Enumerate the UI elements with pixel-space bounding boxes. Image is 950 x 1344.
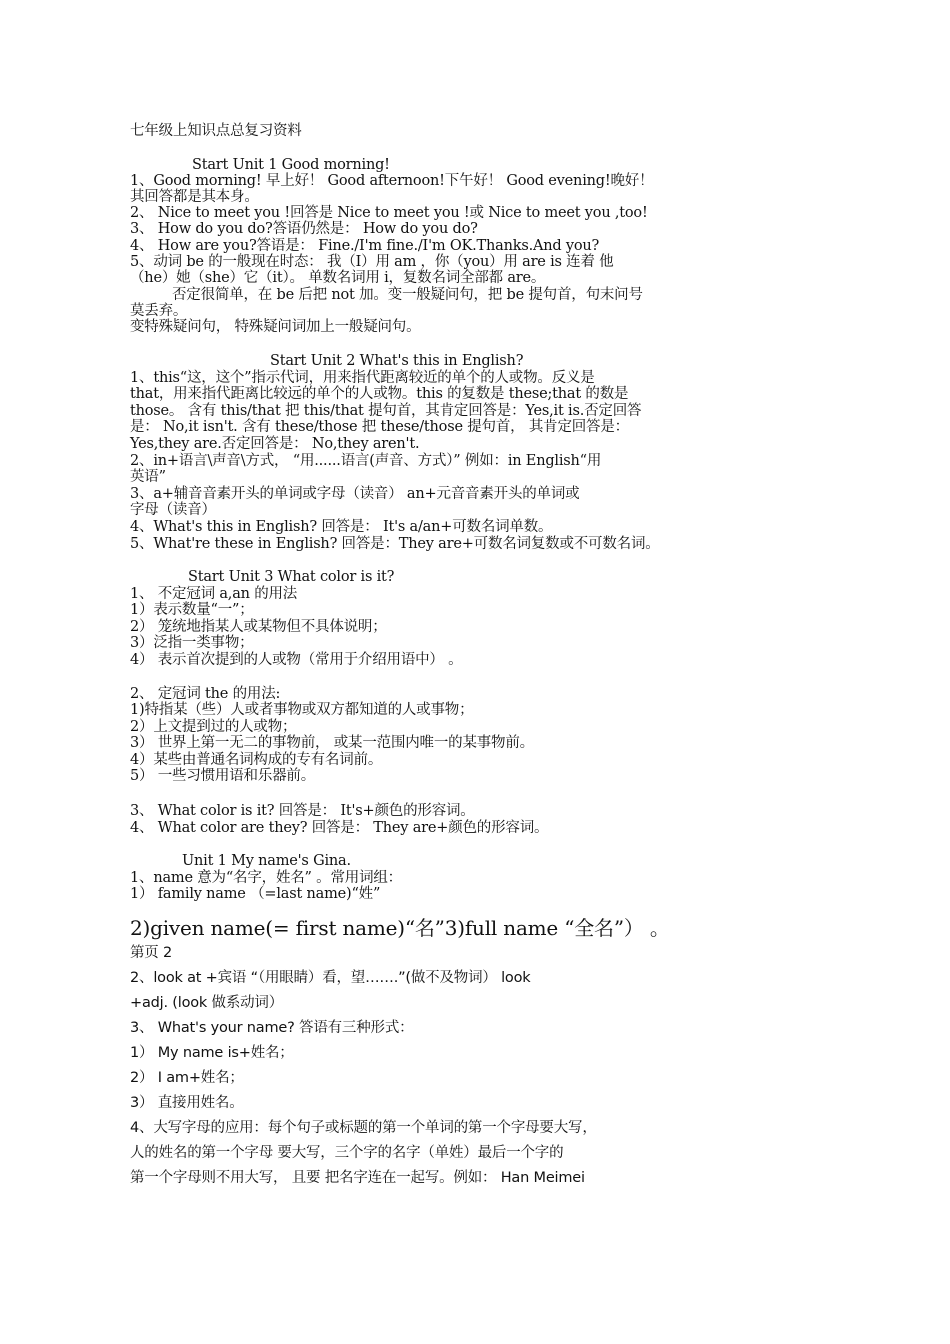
text-line: 第一个字母则不用大写， 且要 把名字连在一起写。例如： Han Meimei bbox=[130, 1170, 585, 1186]
text-line: 4、 How are you?答语是： Fine./I'm fine./I'm OK.Thanks.And you? bbox=[130, 238, 600, 254]
text-line: 人的姓名的第一个字母 要大写，三个字的名字（单姓）最后一个字的 bbox=[130, 1145, 564, 1161]
text-line: 变特殊疑问句， 特殊疑问词加上一般疑问句。 bbox=[130, 319, 421, 335]
text-line: +adj. (look 做系动词） bbox=[130, 995, 284, 1011]
text-line: 1、name 意为“名字，姓名” 。常用词组： bbox=[130, 870, 402, 886]
text-line: 3、 What color is it? 回答是： It's+颜色的形容词。 bbox=[130, 803, 475, 819]
text-line: 英语” bbox=[130, 469, 166, 485]
text-line: 2、in+语言\声音\方式， “用......语言(声音、方式）” 例如：in English“用 bbox=[130, 453, 602, 469]
text-line: 4、 What color are they? 回答是： They are+颜色的形容词。 bbox=[130, 820, 549, 836]
text-line: 2)given name(= first name)“名”3)full name “全名”） 。 bbox=[130, 916, 670, 940]
text-line: 5、动词 be 的一般现在时态： 我（I）用 am ，你（you）用 are is 连着 他 bbox=[130, 254, 614, 270]
text-line: 2） 笼统地指某人或某物但不具体说明； bbox=[130, 619, 387, 635]
text-line: 1、this“这，这个”指示代词，用来指代距离较近的单个的人或物。反义是 bbox=[130, 370, 595, 386]
text-line: 4） 表示首次提到的人或物（常用于介绍用语中） 。 bbox=[130, 652, 463, 668]
text-line: 莫丢弃。 bbox=[130, 303, 188, 319]
text-line: Start Unit 3 What color is it? bbox=[188, 569, 395, 585]
text-line: （he）她（she）它（it）。 单数名词用 i，复数名词全部都 are。 bbox=[130, 270, 546, 286]
text-line: 1)特指某（些）人或者事物或双方都知道的人或事物； bbox=[130, 702, 474, 718]
text-line: 5、What're these in English? 回答是：They are+可数名词复数或不可数名词。 bbox=[130, 536, 660, 552]
text-line: 4、What's this in English? 回答是： It's a/an+可数名词单数。 bbox=[130, 519, 553, 535]
text-line: 3） 世界上第一无二的事物前， 或某一范围内唯一的某事物前。 bbox=[130, 735, 534, 751]
text-line: 其回答都是其本身。 bbox=[130, 189, 259, 205]
text-line: 3、 What's your name? 答语有三种形式： bbox=[130, 1020, 414, 1036]
text-line: 2、 Nice to meet you !回答是 Nice to meet you !或 Nice to meet you ,too! bbox=[130, 205, 648, 221]
text-line: 字母（读音） bbox=[130, 502, 216, 518]
text-line: 2） I am+姓名； bbox=[130, 1070, 244, 1086]
text-line: 2）上文提到过的人或物； bbox=[130, 719, 297, 735]
text-line: 第页 2 bbox=[130, 945, 173, 961]
text-line: 4、大写字母的应用：每个句子或标题的第一个单词的第一个字母要大写， bbox=[130, 1120, 597, 1136]
text-line: that，用来指代距离比较远的单个的人或物。this 的复数是 these;that 的数是 bbox=[130, 386, 629, 402]
text-line: Start Unit 1 Good morning! bbox=[192, 157, 390, 173]
text-line: Unit 1 My name's Gina. bbox=[182, 853, 351, 869]
text-line: 2、look at +宾语 “（用眼睛）看，望…….”(做不及物词） look bbox=[130, 970, 531, 986]
text-line: 1、 不定冠词 a,an 的用法 bbox=[130, 586, 298, 602]
text-line: 3、 How do you do?答语仍然是： How do you do? bbox=[130, 221, 478, 237]
text-line: 1）表示数量“一”； bbox=[130, 602, 254, 618]
text-line: 1） My name is+姓名； bbox=[130, 1045, 294, 1061]
text-line: 3） 直接用姓名。 bbox=[130, 1095, 244, 1111]
text-line: 否定很简单，在 be 后把 not 加。变一般疑问句，把 be 提句首，句末问号 bbox=[172, 287, 643, 303]
text-line: Yes,they are.否定回答是： No,they aren't. bbox=[130, 436, 420, 452]
text-line: 1、Good morning! 早上好！ Good afternoon!下午好！ Good evening!晚好！ bbox=[130, 173, 654, 189]
text-line: 是： No,it isn't. 含有 these/those 把 these/those 提句首， 其肯定回答是： bbox=[130, 419, 629, 435]
text-line: 3、a+辅音音素开头的单词或字母（读音） an+元音音素开头的单词或 bbox=[130, 486, 580, 502]
text-line: 1） family name （=last name)“姓” bbox=[130, 886, 381, 902]
text-line: Start Unit 2 What's this in English? bbox=[270, 353, 524, 369]
text-line: 4）某些由普通名词构成的专有名词前。 bbox=[130, 752, 383, 768]
text-line: 2、 定冠词 the 的用法: bbox=[130, 686, 281, 702]
text-line: those。 含有 this/that 把 this/that 提句首，其肯定回答是：Yes,it is.否定回答 bbox=[130, 403, 642, 419]
text-line: 3）泛指一类事物； bbox=[130, 635, 254, 651]
document-title: 七年级上知识点总复习资料 bbox=[130, 123, 302, 139]
text-line: 5） 一些习惯用语和乐器前。 bbox=[130, 768, 316, 784]
